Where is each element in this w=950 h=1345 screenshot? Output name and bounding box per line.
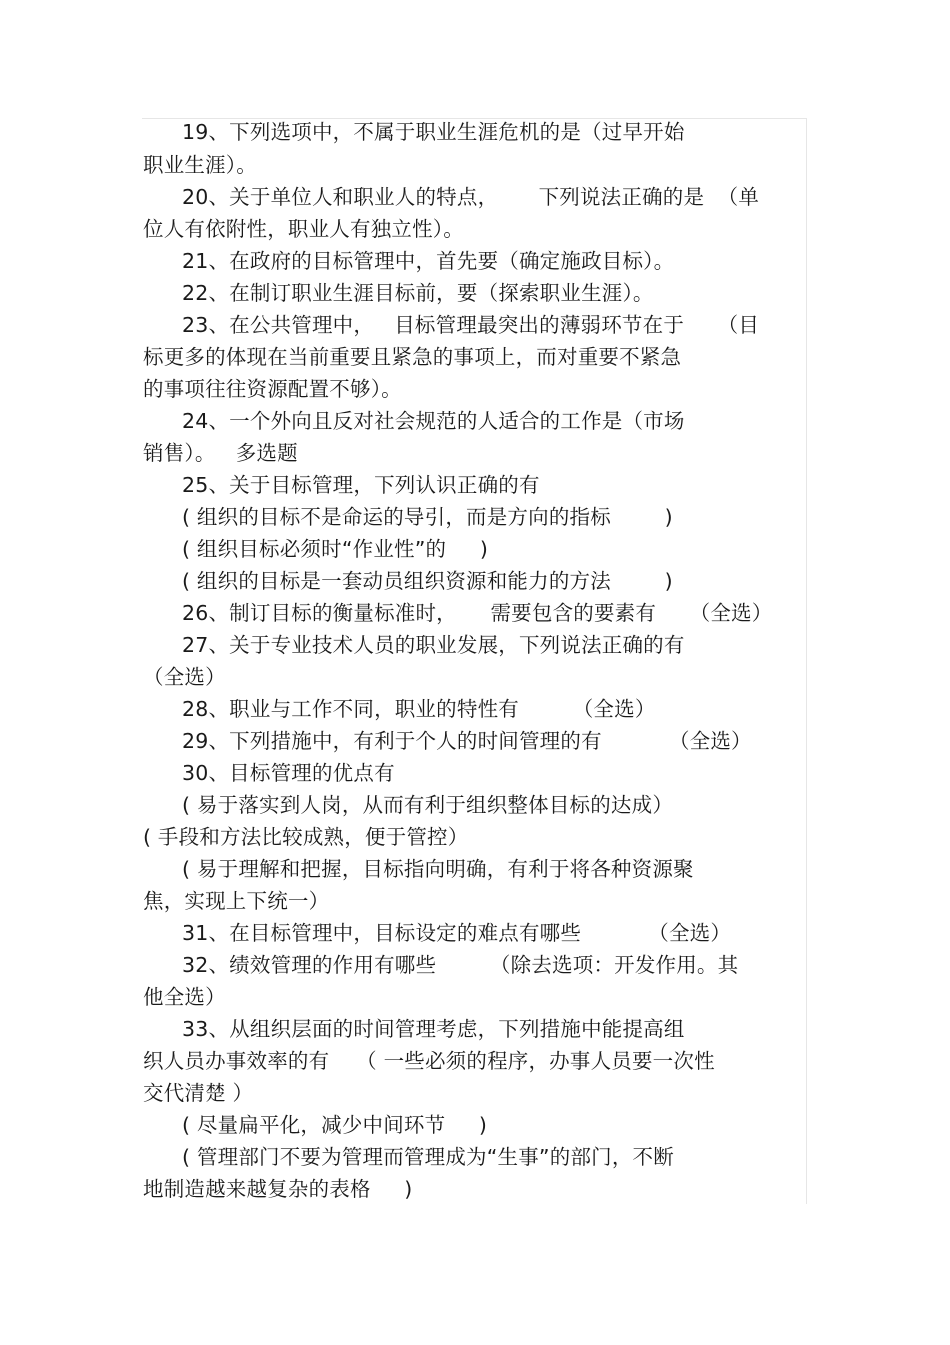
text-line: ( 组织的目标不是命运的导引，而是方向的指标 ) [182,505,673,529]
text-line: 标更多的体现在当前重要且紧急的事项上，而对重要不紧急 [143,345,682,369]
text-line: 30、目标管理的优点有 [182,761,395,785]
text-line: ( 组织的目标是一套动员组织资源和能力的方法 ) [182,569,673,593]
text-line: 31、在目标管理中，目标设定的难点有哪些 （全选） [182,921,732,945]
text-line: 27、关于专业技术人员的职业发展，下列说法正确的有 [182,633,685,657]
text-line: 织人员办事效率的有 （ 一些必须的程序，办事人员要一次性 [143,1049,715,1073]
text-line: 25、关于目标管理，下列认识正确的有 [182,473,540,497]
text-line: 21、在政府的目标管理中，首先要（确定施政目标）。 [182,249,675,273]
text-line: 交代清楚 ） [143,1081,254,1105]
text-line: ( 尽量扁平化，减少中间环节 ) [182,1113,488,1137]
text-line: ( 易于落实到人岗，从而有利于组织整体目标的达成） [182,793,674,817]
text-line: 26、制订目标的衡量标准时， 需要包含的要素有 （全选） [182,601,773,625]
text-line: 29、下列措施中，有利于个人的时间管理的有 （全选） [182,729,752,753]
text-line: 22、在制订职业生涯目标前，要（探索职业生涯）。 [182,281,654,305]
text-line: 位人有依附性，职业人有独立性）。 [143,217,464,241]
text-line: 销售）。 多选题 [143,441,298,465]
text-line: 33、从组织层面的时间管理考虑，下列措施中能提高组 [182,1017,685,1041]
text-line: ( 组织目标必须时“作业性”的 ) [182,537,489,561]
text-line: 20、关于单位人和职业人的特点， 下列说法正确的是 （单 [182,185,760,209]
text-line: 24、一个外向且反对社会规范的人适合的工作是（市场 [182,409,685,433]
text-line: 焦，实现上下统一） [143,889,330,913]
text-line: ( 管理部门不要为管理而管理成为“生事”的部门，不断 [182,1145,674,1169]
text-line: ( 易于理解和把握，目标指向明确，有利于将各种资源聚 [182,857,694,881]
text-line: 23、在公共管理中， 目标管理最突出的薄弱环节在于 （目 [182,313,760,337]
text-line: 他全选） [143,985,226,1009]
text-line: 32、绩效管理的作用有哪些 （除去选项：开发作用。其 [182,953,739,977]
text-line: 19、下列选项中，不属于职业生涯危机的是（过早开始 [182,120,685,144]
text-line: 28、职业与工作不同，职业的特性有 （全选） [182,697,656,721]
text-line: （全选） [143,665,226,689]
text-line: ( 手段和方法比较成熟，便于管控） [143,825,469,849]
text-line: 职业生涯）。 [143,153,257,177]
text-line: 地制造越来越复杂的表格 ) [143,1177,413,1201]
text-line: 的事项往往资源配置不够）。 [143,377,402,401]
